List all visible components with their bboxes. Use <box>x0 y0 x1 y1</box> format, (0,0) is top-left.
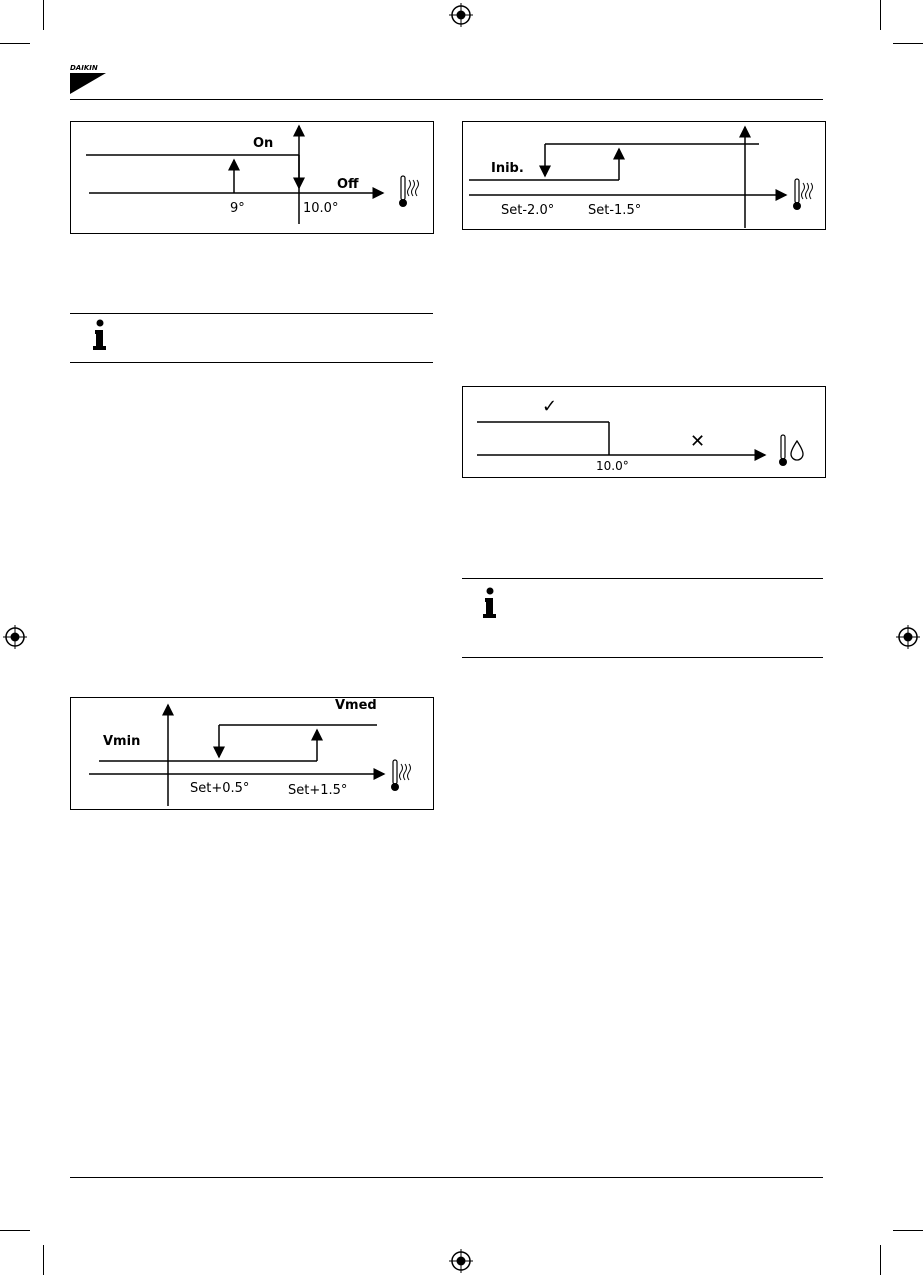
registration-mark-top <box>449 3 473 27</box>
label-threshold: 10.0° <box>596 459 629 473</box>
thermometer-heat-icon <box>399 176 419 207</box>
label-set-minus-2: Set-2.0° <box>501 203 555 218</box>
info-icon <box>482 587 500 619</box>
brand-text: DAIKIN <box>70 64 98 72</box>
label-threshold-high: 10.0° <box>303 201 339 216</box>
dehumid-diagram <box>462 386 826 478</box>
footer-rule <box>70 1177 823 1178</box>
label-on: On <box>253 136 274 151</box>
label-set-plus-0-5: Set+0.5° <box>190 781 250 796</box>
heat-on-off-diagram <box>70 121 434 234</box>
label-threshold-low: 9° <box>230 201 245 216</box>
label-vmed: Vmed <box>335 698 377 713</box>
registration-mark-left <box>3 625 27 649</box>
note-top-rule <box>462 578 823 579</box>
check-icon: ✓ <box>542 396 558 417</box>
inhibit-diagram <box>462 121 826 230</box>
brand-logo <box>68 62 108 96</box>
label-off: Off <box>337 177 359 192</box>
header-rule <box>70 99 823 100</box>
label-vmin: Vmin <box>103 734 141 749</box>
cross-icon: ✕ <box>690 431 706 452</box>
label-set-plus-1-5: Set+1.5° <box>288 783 348 798</box>
note-bottom-rule <box>70 362 433 363</box>
thermometer-heat-icon <box>793 179 813 210</box>
fan-speed-diagram <box>70 697 434 810</box>
thermometer-heat-icon <box>391 760 411 791</box>
registration-mark-right <box>896 625 920 649</box>
label-set-minus-1-5: Set-1.5° <box>588 203 642 218</box>
thermometer-humidity-icon <box>779 435 803 466</box>
note-top-rule <box>70 313 433 314</box>
label-inhibit: Inib. <box>491 161 524 176</box>
registration-mark-bottom <box>449 1249 473 1273</box>
info-icon <box>92 319 110 351</box>
note-bottom-rule <box>462 657 823 658</box>
